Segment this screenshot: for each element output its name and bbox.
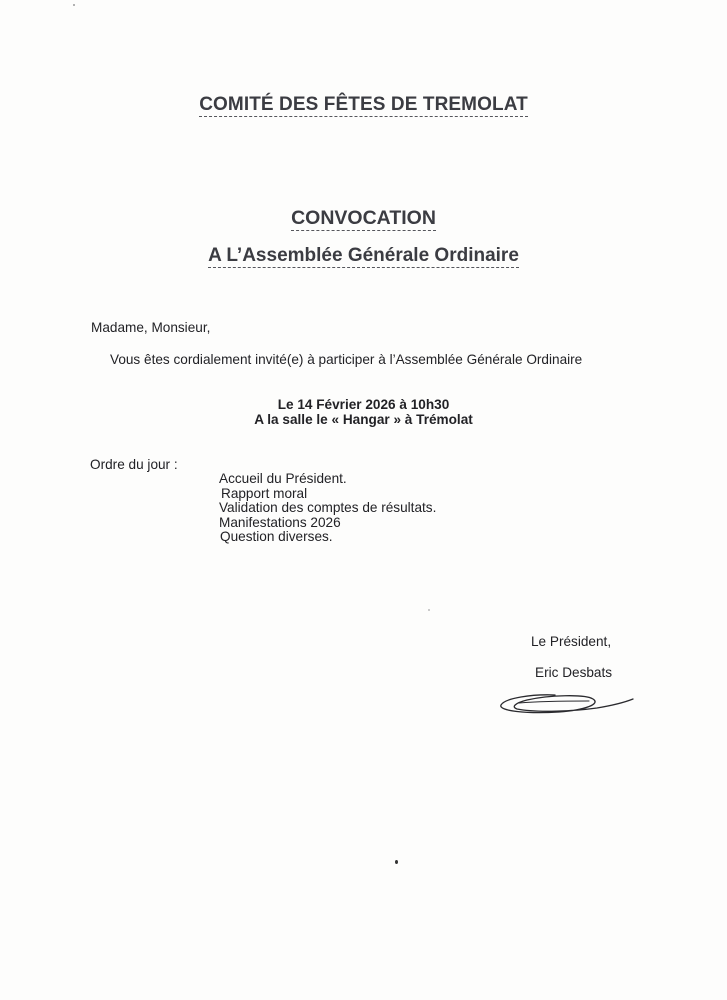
agenda-item: Accueil du Président. (219, 471, 347, 486)
agenda-list (219, 472, 436, 545)
organization-title (0, 94, 727, 116)
document-subtitle (0, 245, 727, 267)
invitation-sentence: Vous êtes cordialement invité(e) à participer à l’Assemblée Générale Ordinaire (110, 352, 583, 367)
salutation: Madame, Monsieur, (91, 320, 211, 335)
meeting-location: A la salle le « Hangar » à Trémolat (254, 412, 473, 427)
agenda-item: Rapport moral (221, 485, 308, 501)
signatory-role: Le Président, (531, 634, 612, 649)
document-type-heading (0, 207, 727, 230)
document-subtitle-text: A L’Assemblée Générale Ordinaire (208, 245, 519, 266)
document-type-text: CONVOCATION (291, 207, 436, 229)
handwritten-signature (497, 688, 637, 722)
scan-speck (73, 4, 75, 6)
agenda-item: Manifestations 2026 (219, 514, 341, 530)
signatory-name: Eric Desbats (535, 665, 613, 680)
agenda-label: Ordre du jour : (90, 457, 178, 472)
scan-speck (395, 860, 398, 864)
organization-title-text: COMITÉ DES FÊTES DE TREMOLAT (199, 94, 528, 115)
meeting-date-time: Le 14 Février 2026 à 10h30 (277, 397, 450, 412)
agenda-item: Validation des comptes de résultats. (219, 500, 437, 516)
agenda-item: Question diverses. (220, 529, 333, 545)
scan-speck (428, 609, 430, 611)
